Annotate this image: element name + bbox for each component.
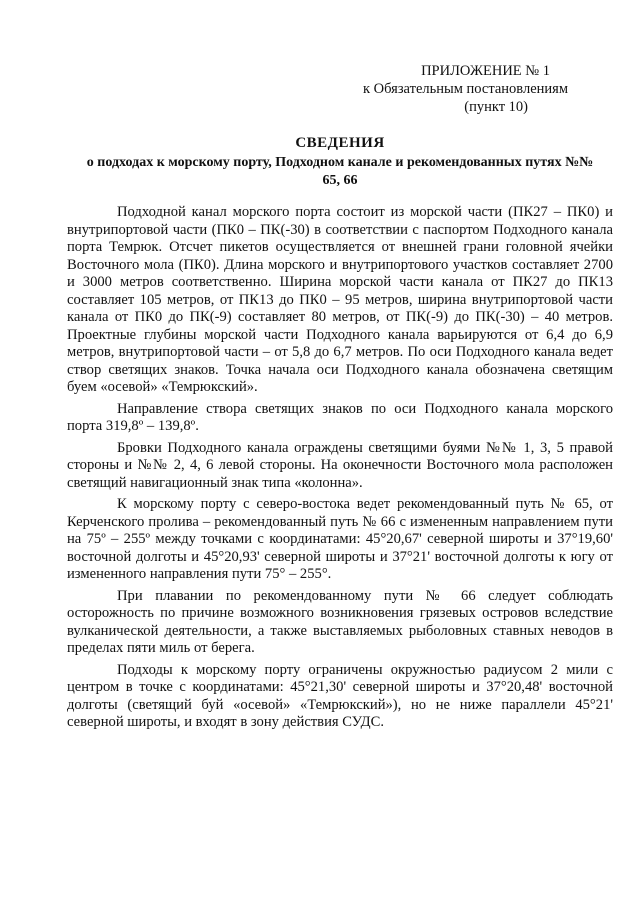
document-heading [80, 134, 600, 190]
paragraph-approaches-limits: Подходы к морскому порту ограничены окружностью радиусом 2 мили с центром в точке с координатами: 45°21,30' северной широты и 37°20,48' восточной долготы (светящий буй «осевой» «Темрюкский»), но не ниже параллели 45°21' северной широты, и входят в зону действия СУДС. [67, 661, 613, 730]
paragraph-alignment-direction: Направление створа светящих знаков по оси Подходного канала морского порта 319,8º – 139,8º. [67, 400, 613, 434]
appendix-reference: к Обязательным постановлениям [363, 81, 568, 97]
paragraph-channel-description: Подходной канал морского порта состоит из морской части (ПК27 – ПК0) и внутрипортовой части (ПК0 – ПК(-30) в соответствии с паспортом Подходного канала порта Темрюк. Отсчет пикетов осуществляется от внешней грани головной ячейки Восточного мола (ПК0). Длина морского и внутрипортового участков составляет 2700 и 3000 метров соответственно. Ширина морской части канала от ПК27 до ПК13 составляет 105 метров, от ПК13 до ПК0 – 95 метров, ширина внутрипортовой части канала от ПК0 до ПК(-9) составляет 80 метров, от ПК(-9) до ПК(-30) – 40 метров. Проектные глубины морской части Подходного канала варьируются от 6,4 до 6,9 метров, внутрипортовой части – от 5,8 до 6,7 метров. По оси Подходного канала ведет створ светящих знаков. Точка начала оси Подходного канала обозначена светящим буем «осевой» «Темрюкский». [67, 204, 613, 395]
heading-subtitle: о подходах к морскому порту, Подходном канале и рекомендованных путях №№ 65, 66 [86, 155, 594, 188]
paragraph-channel-buoys: Бровки Подходного канала ограждены светящими буями №№ 1, 3, 5 правой стороны и №№ 2, 4, 6 левой стороны. На оконечности Восточного мола расположен светящий навигационный знак типа «колонна». [67, 439, 613, 491]
appendix-title: ПРИЛОЖЕНИЕ № 1 [421, 63, 550, 79]
paragraph-recommended-routes: К морскому порту с северо-востока ведет рекомендованный путь № 65, от Керченского пролива – рекомендованный путь № 66 с измененным направлением пути на 75º – 255º между точками с координатами: 45°20,67' северной широты и 37°19,60' восточной долготы и 45°20,93' северной широты и 37°21' восточной долготы к югу от измененного направления пути 75° – 255°. [67, 496, 613, 582]
appendix-header [308, 62, 568, 116]
document-body [67, 204, 613, 736]
heading-title: СВЕДЕНИЯ [295, 135, 385, 151]
paragraph-navigation-caution: При плавании по рекомендованному пути № 66 следует соблюдать осторожность по причине возможного возникновения грязевых островов вследствие вулканической деятельности, а также выставляемых рыболовных ставных неводов в пределах пяти миль от берега. [67, 587, 613, 656]
appendix-clause: (пункт 10) [464, 99, 528, 115]
